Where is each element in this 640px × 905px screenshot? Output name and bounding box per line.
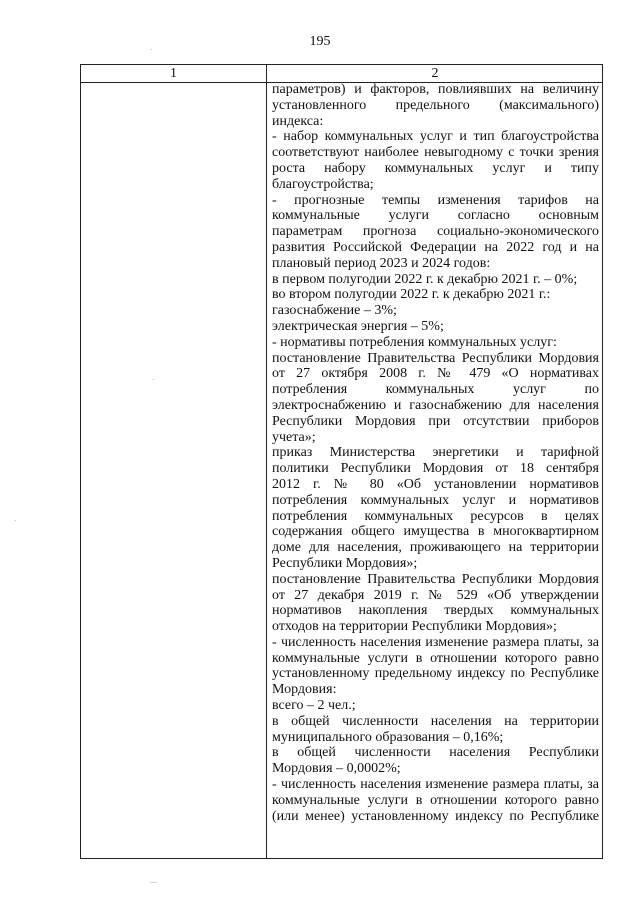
text-line: Мордовия: xyxy=(272,682,337,698)
text-line: приказ Министерства энергетики и тарифной xyxy=(272,445,599,461)
text-line: постановление Правительства Республики Мордовия xyxy=(272,350,599,366)
text-line: параметрам прогноза социально-экономического xyxy=(272,224,599,240)
text-line: коммунальные услуги в отношении которого равно xyxy=(272,650,599,666)
text-line: Республики Мордовия при отсутствии приборов xyxy=(272,413,599,429)
text-line: (или менее) установленному индексу по Республике xyxy=(272,808,599,824)
scan-speck: — xyxy=(150,878,157,886)
text-line: газоснабжение – 3%; xyxy=(272,303,397,319)
column-2-header: 2 xyxy=(431,66,439,81)
text-line: развития Российской Федерации на 2022 год и на xyxy=(272,239,599,255)
text-line: - набор коммунальных услуг и тип благоустройства xyxy=(272,129,599,145)
text-line: установленного предельного (максимального) xyxy=(272,97,599,113)
text-line: соответствуют наиболее невыгодному с точки зрения xyxy=(272,145,599,161)
text-line: плановый период 2023 и 2024 годов: xyxy=(272,255,491,271)
text-line: от 27 октября 2008 г. № 479 «О нормативах xyxy=(272,366,599,382)
text-line: в первом полугодии 2022 г. к декабрю 2021 г. – 0%; xyxy=(272,271,578,287)
text-line: от 27 декабря 2019 г. № 529 «Об утверждении xyxy=(272,587,599,603)
text-line: в общей численности населения на территории xyxy=(272,713,599,729)
text-line: роста набору коммунальных услуг и типу xyxy=(272,160,599,176)
text-line: благоустройства; xyxy=(272,176,374,192)
text-line: коммунальные услуги согласно основным xyxy=(272,208,599,224)
text-line: в общей численности населения Республики xyxy=(272,745,599,761)
table-header-row xyxy=(81,65,602,83)
text-line: отходов на территории Республики Мордовия»; xyxy=(272,619,557,635)
column-divider xyxy=(266,65,267,858)
page-number: 195 xyxy=(309,34,331,49)
text-line: учета»; xyxy=(272,429,316,445)
scan-speck: · xyxy=(150,46,153,54)
text-line: нормативов накопления твердых коммунальных xyxy=(272,603,599,619)
text-line: политики Республики Мордовия от 18 сентября xyxy=(272,461,599,477)
text-line: электроснабжению и газоснабжению для населения xyxy=(272,397,599,413)
text-line: содержания общего имущества в многоквартирном xyxy=(272,524,599,540)
text-line: потребления коммунальных услуг по xyxy=(272,382,599,398)
text-line: потребления коммунальных услуг и нормативов xyxy=(272,492,599,508)
column-2-cell-text xyxy=(272,82,599,824)
text-line: всего – 2 чел.; xyxy=(272,698,356,714)
text-line: потребления коммунальных ресурсов в целях xyxy=(272,508,599,524)
scan-speck: · xyxy=(152,376,155,384)
column-1-header: 1 xyxy=(170,66,177,81)
text-line: муниципального образования – 0,16%; xyxy=(272,729,504,745)
scan-speck: · xyxy=(14,517,17,525)
text-line: доме для населения, проживающего на территории xyxy=(272,540,599,556)
text-line: параметров) и факторов, повлиявших на величину xyxy=(272,82,599,97)
text-line: постановление Правительства Республики Мордовия xyxy=(272,571,599,587)
text-line: установленному предельному индексу по Республике xyxy=(272,666,599,682)
text-line: 2012 г. № 80 «Об установлении нормативов xyxy=(272,476,599,492)
text-line: коммунальные услуги в отношении которого равно xyxy=(272,792,599,808)
text-line: электрическая энергия – 5%; xyxy=(272,318,444,334)
text-line: во втором полугодии 2022 г. к декабрю 2021 г.: xyxy=(272,287,551,303)
document-table xyxy=(80,64,603,859)
text-line: индекса: xyxy=(272,113,324,129)
text-line: Республики Мордовия»; xyxy=(272,555,418,571)
text-line: - численность населения изменение размера платы, за xyxy=(272,634,599,650)
text-line: - прогнозные темпы изменения тарифов на xyxy=(272,192,599,208)
text-line: - нормативы потребления коммунальных услуг: xyxy=(272,334,557,350)
text-line: - численность населения изменение размера платы, за xyxy=(272,777,599,793)
text-line: Мордовия – 0,0002%; xyxy=(272,761,401,777)
